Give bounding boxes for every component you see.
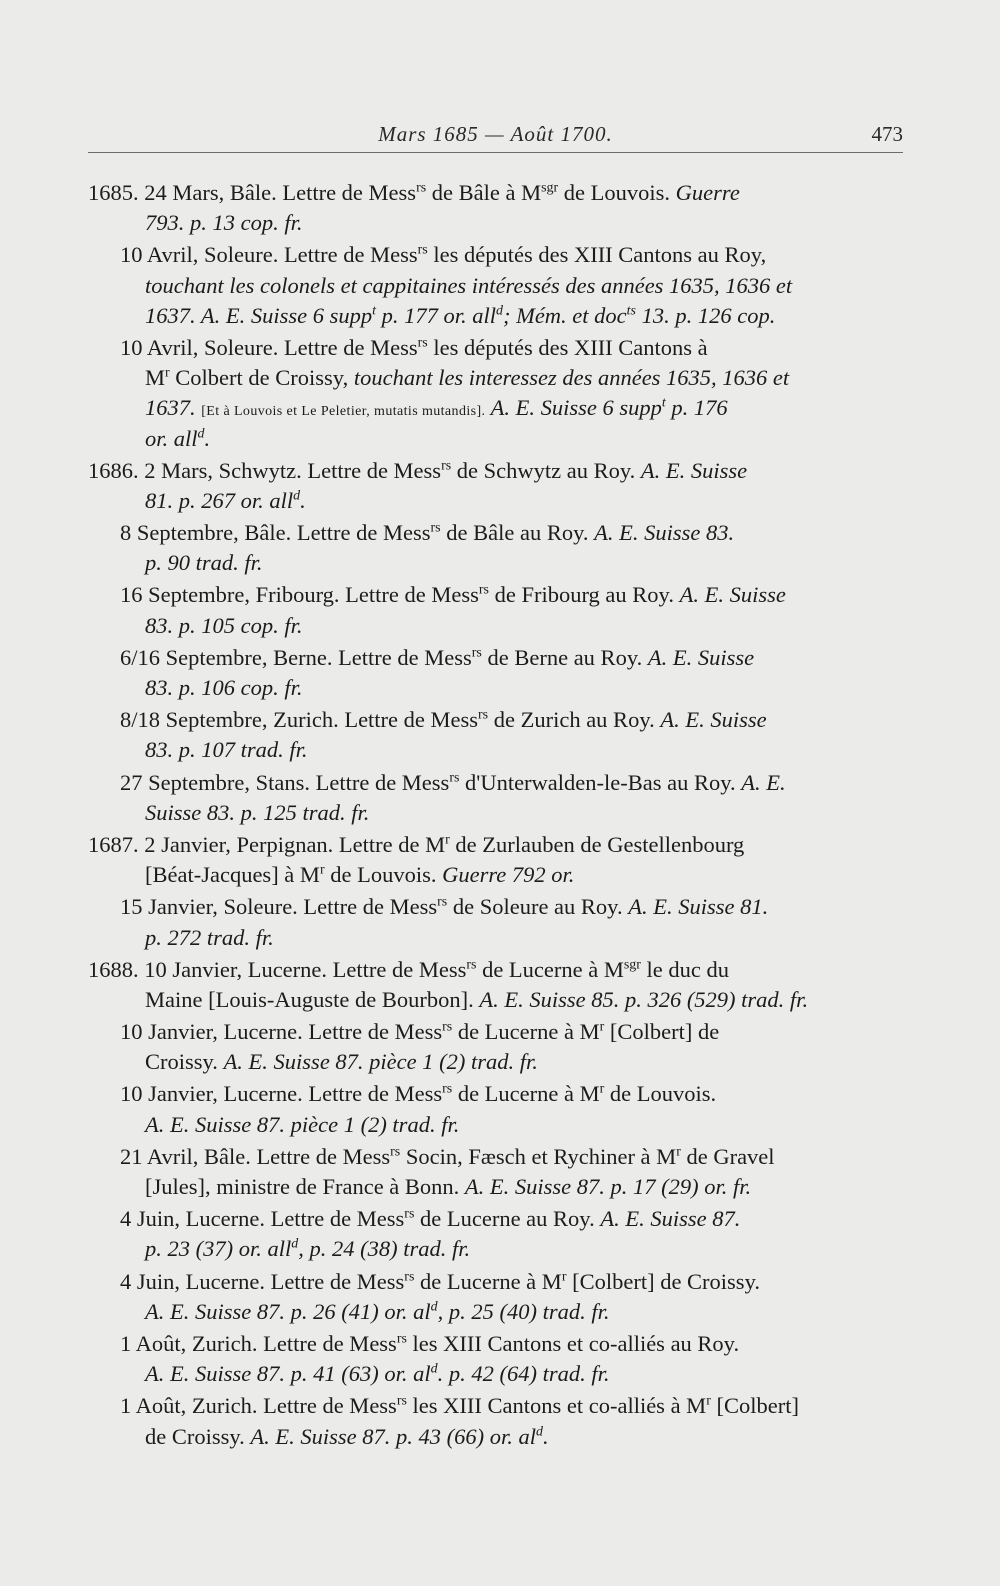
citation-text: A. E. Suisse — [679, 582, 786, 608]
citation-text: 1637. A. E. Suisse 6 supp — [145, 302, 373, 328]
entry-text: les députés des XIII Cantons au Roy, — [427, 242, 767, 268]
entry-list — [88, 178, 903, 1454]
entry-text: de Fribourg au Roy. — [488, 582, 680, 608]
page-header — [88, 118, 903, 153]
entry-text: Croissy. — [145, 1049, 224, 1075]
entry-continuation-line — [88, 208, 903, 238]
entry-first-line — [88, 1204, 903, 1234]
entry-continuation-line — [88, 1172, 903, 1202]
entry-text: 15 Janvier, Soleure. Lettre de Mess — [120, 894, 438, 920]
entry-continuation-line — [88, 1422, 903, 1452]
entry-first-line — [88, 643, 903, 673]
superscript: sgr — [623, 957, 641, 973]
citation-text: A. E. Suisse 85. p. 326 (529) trad. fr. — [479, 986, 809, 1012]
entry-first-line — [88, 1142, 903, 1172]
entry-text: de Louvois. — [324, 862, 443, 888]
entry-continuation-line — [88, 611, 903, 641]
entry-text: M — [145, 365, 166, 391]
entry-first-line — [88, 830, 903, 860]
entry-first-line — [88, 518, 903, 548]
superscript: r — [706, 1393, 711, 1409]
superscript: r — [561, 1269, 567, 1285]
entry-text: 1 Août, Zurich. Lettre de Mess — [120, 1330, 397, 1356]
entry-continuation-line — [88, 1297, 903, 1327]
entry-text: 27 Septembre, Stans. Lettre de Mess — [120, 769, 450, 795]
entry — [88, 240, 903, 331]
superscript: rs — [404, 1269, 415, 1285]
entry-continuation-line — [88, 548, 903, 578]
superscript: d — [293, 488, 301, 504]
entry-text: de Berne au Roy. — [481, 644, 648, 670]
entry-text: de Croissy. — [145, 1423, 251, 1449]
entry-text: les XIII Cantons et co-alliés à M — [406, 1393, 707, 1419]
superscript: r — [319, 862, 325, 878]
citation-text: A. E. Suisse — [660, 707, 767, 733]
superscript: d — [495, 303, 503, 319]
entry-text: de Louvois. — [558, 180, 676, 205]
citation-text: . — [204, 425, 211, 451]
entry-first-line — [88, 456, 903, 486]
citation-text: A. E. Suisse 6 supp — [485, 395, 662, 421]
superscript: rs — [478, 707, 489, 723]
superscript: r — [165, 365, 170, 381]
entry — [88, 518, 903, 578]
entry — [88, 1142, 903, 1202]
citation-text: touchant les colonels et cappitaines intéressés des années 1635, 1636 et — [145, 272, 793, 298]
citation-text: or. all — [145, 425, 198, 451]
entry-text: 8 Septembre, Bâle. Lettre de Mess — [120, 520, 431, 546]
citation-text: p. 23 (37) or. all — [145, 1236, 292, 1262]
superscript: d — [430, 1361, 438, 1377]
entry-text: [Béat-Jacques] à M — [145, 862, 320, 888]
entry — [88, 1329, 903, 1389]
entry-text: Colbert de Croissy, — [169, 365, 354, 391]
superscript: r — [676, 1144, 681, 1160]
citation-text: 81. p. 267 or. all — [145, 487, 294, 513]
entry — [88, 705, 903, 765]
citation-text: A. E. — [741, 769, 786, 795]
superscript: rs — [390, 1144, 401, 1160]
entry-text: 4 Juin, Lucerne. Lettre de Mess — [120, 1206, 405, 1232]
citation-text: 13. p. 126 cop. — [635, 302, 776, 328]
entry — [88, 892, 903, 952]
entry-text: 10 Janvier, Lucerne. Lettre de Mess — [120, 1019, 443, 1045]
citation-text: Guerre 792 or. — [442, 862, 575, 888]
superscript: sgr — [541, 180, 559, 196]
entry-year: 1688. — [88, 956, 145, 982]
entry-continuation-line — [88, 923, 903, 953]
entry — [88, 178, 903, 238]
entry — [88, 830, 903, 890]
citation-text: Suisse 83. p. 125 trad. fr. — [145, 799, 370, 825]
entry-first-line — [88, 892, 903, 922]
entry-continuation-line — [88, 486, 903, 516]
entry-text: 2 Mars, Schwytz. Lettre de Mess — [144, 457, 442, 483]
superscript: rs — [471, 645, 482, 661]
entry — [88, 768, 903, 828]
entry-continuation-line — [88, 1110, 903, 1140]
entry-continuation-line — [88, 1234, 903, 1264]
citation-text: 83. p. 105 cop. fr. — [145, 612, 303, 638]
citation-text: touchant les interessez des années 1635, 1636 et — [353, 365, 790, 391]
superscript: rs — [417, 335, 428, 351]
entry-text: [Colbert] de Croissy. — [566, 1268, 760, 1294]
entry-first-line — [88, 240, 903, 270]
citation-text: p. 90 trad. fr. — [145, 550, 263, 576]
entry-text: de Gravel — [680, 1143, 775, 1169]
citation-text: A. E. Suisse — [647, 644, 755, 670]
superscript: ts — [626, 303, 636, 319]
citation-text: , p. 24 (38) trad. fr. — [298, 1236, 471, 1262]
citation-text: , p. 25 (40) trad. fr. — [437, 1298, 610, 1324]
entry-year: 1685. — [88, 180, 145, 205]
citation-text: p. 176 — [665, 395, 728, 421]
entry-text: [Colbert] — [710, 1393, 799, 1419]
entry-text: de Lucerne à M — [414, 1268, 562, 1294]
citation-text: A. E. Suisse 81. — [628, 894, 769, 920]
entry-text: 1 Août, Zurich. Lettre de Mess — [120, 1393, 397, 1419]
entry-continuation-line — [88, 393, 903, 423]
superscript: d — [291, 1237, 299, 1253]
superscript: t — [661, 395, 666, 411]
citation-text: 1637. — [145, 395, 202, 421]
citation-text: p. 272 trad. fr. — [145, 924, 274, 950]
superscript: rs — [417, 243, 428, 259]
entry — [88, 1267, 903, 1327]
running-title: Mars 1685 — Août 1700. — [378, 122, 613, 146]
entry — [88, 456, 903, 516]
citation-text: . p. 42 (64) trad. fr. — [437, 1361, 610, 1387]
entry-continuation-line — [88, 798, 903, 828]
citation-text: A. E. Suisse 87. pièce 1 (2) trad. fr. — [145, 1111, 460, 1137]
entry-text: 16 Septembre, Fribourg. Lettre de Mess — [120, 582, 479, 608]
entry-text: de Zurlauben de Gestellenbourg — [449, 831, 745, 857]
entry-text: de Schwytz au Roy. — [451, 457, 641, 483]
superscript: rs — [449, 770, 460, 786]
entry-continuation-line — [88, 1047, 903, 1077]
entry-text: 8/18 Septembre, Zurich. Lettre de Mess — [120, 707, 479, 733]
entry-first-line — [88, 1391, 903, 1421]
citation-text: 83. p. 107 trad. fr. — [145, 737, 308, 763]
entry-continuation-line — [88, 735, 903, 765]
entry-text: Maine [Louis-Auguste de Bourbon]. — [145, 986, 480, 1012]
entry-continuation-line — [88, 985, 903, 1015]
entry-first-line — [88, 178, 903, 208]
superscript: t — [372, 303, 376, 319]
citation-text: A. E. Suisse 87. — [600, 1206, 741, 1232]
superscript: d — [430, 1299, 438, 1315]
entry-text: de Louvois. — [604, 1081, 717, 1107]
entry-first-line — [88, 580, 903, 610]
superscript: r — [599, 1019, 605, 1035]
superscript: rs — [396, 1331, 407, 1347]
entry-text: 6/16 Septembre, Berne. Lettre de Mess — [120, 644, 472, 670]
entry-continuation-line — [88, 301, 903, 331]
citation-text: Guerre — [675, 180, 740, 205]
entry-text: 21 Avril, Bâle. Lettre de Mess — [120, 1143, 391, 1169]
entry-text: d'Unterwalden-le-Bas au Roy. — [459, 769, 742, 795]
entry-continuation-line — [88, 673, 903, 703]
entry-text: 24 Mars, Bâle. Lettre de Mess — [144, 180, 417, 205]
citation-text: ; Mém. et doc — [502, 302, 627, 328]
entry-first-line — [88, 1329, 903, 1359]
citation-text: p. 177 or. all — [375, 302, 496, 328]
entry-text: [Colbert] de — [604, 1019, 720, 1045]
entry-continuation-line — [88, 860, 903, 890]
entry — [88, 1017, 903, 1077]
entry-first-line — [88, 705, 903, 735]
entry — [88, 580, 903, 640]
entry-text: Socin, Fæsch et Rychiner à M — [400, 1143, 677, 1169]
entry-continuation-line — [88, 1359, 903, 1389]
superscript: rs — [466, 957, 477, 973]
superscript: rs — [396, 1393, 407, 1409]
entry-text: le duc du — [640, 956, 730, 982]
entry — [88, 955, 903, 1015]
entry-first-line — [88, 1267, 903, 1297]
superscript: rs — [478, 583, 489, 599]
superscript: rs — [437, 894, 448, 910]
citation-text: . — [543, 1423, 549, 1449]
superscript: r — [445, 832, 450, 848]
entry-year: 1687. — [88, 831, 145, 857]
citation-text: . — [300, 487, 306, 513]
entry-continuation-line — [88, 271, 903, 301]
entry-text: de Bâle à M — [426, 180, 542, 205]
entry-first-line — [88, 1017, 903, 1047]
superscript: d — [197, 426, 205, 442]
entry-first-line — [88, 955, 903, 985]
entry-text: les députés des XIII Cantons à — [427, 334, 708, 360]
entry-text: de Lucerne à M — [452, 1019, 600, 1045]
entry-continuation-line — [88, 424, 903, 454]
entry-text: de Lucerne à M — [476, 956, 624, 982]
entry-text: de Zurich au Roy. — [488, 707, 661, 733]
superscript: rs — [404, 1206, 415, 1222]
citation-text: A. E. Suisse 87. p. 26 (41) or. al — [145, 1298, 431, 1324]
superscript: d — [536, 1424, 544, 1440]
entry-text: de Soleure au Roy. — [447, 894, 629, 920]
citation-text: A. E. Suisse 83. — [594, 520, 735, 546]
superscript: r — [599, 1082, 605, 1098]
entry — [88, 1079, 903, 1139]
entry-text: 2 Janvier, Perpignan. Lettre de M — [144, 831, 446, 857]
entry-text: 10 Avril, Soleure. Lettre de Mess — [120, 242, 418, 268]
page-number: 473 — [871, 122, 903, 146]
superscript: rs — [416, 180, 427, 196]
citation-text: 793. p. 13 cop. fr. — [145, 210, 303, 236]
entry-text: [Jules], ministre de France à Bonn. — [145, 1174, 465, 1199]
entry-text: de Lucerne à M — [452, 1081, 600, 1107]
entry-first-line — [88, 333, 903, 363]
superscript: rs — [430, 520, 441, 536]
entry-continuation-line — [88, 363, 903, 393]
citation-text: A. E. Suisse 87. p. 17 (29) or. fr. — [464, 1174, 752, 1199]
entry-text: 10 Janvier, Lucerne. Lettre de Mess — [144, 956, 467, 982]
superscript: rs — [442, 1019, 453, 1035]
entry-first-line — [88, 768, 903, 798]
editorial-note: [Et à Louvois et Le Peletier, mutatis mutandis]. — [201, 404, 486, 420]
citation-text: A. E. Suisse 87. p. 41 (63) or. al — [145, 1361, 431, 1387]
citation-text: 83. p. 106 cop. fr. — [145, 675, 303, 700]
entry — [88, 643, 903, 703]
citation-text: A. E. Suisse — [640, 457, 748, 483]
entry-text: les XIII Cantons et co-alliés au Roy. — [406, 1330, 740, 1356]
citation-text: A. E. Suisse 87. p. 43 (66) or. al — [250, 1423, 537, 1449]
entry-text: 10 Avril, Soleure. Lettre de Mess — [120, 334, 418, 360]
entry-text: de Lucerne au Roy. — [414, 1206, 601, 1232]
entry-text: de Bâle au Roy. — [440, 520, 595, 546]
entry — [88, 333, 903, 454]
entry — [88, 1204, 903, 1264]
superscript: rs — [442, 1082, 453, 1098]
entry — [88, 1391, 903, 1451]
entry-first-line — [88, 1079, 903, 1109]
superscript: rs — [441, 458, 452, 474]
entry-text: 10 Janvier, Lucerne. Lettre de Mess — [120, 1081, 443, 1107]
entry-text: 4 Juin, Lucerne. Lettre de Mess — [120, 1268, 405, 1294]
citation-text: A. E. Suisse 87. pièce 1 (2) trad. fr. — [223, 1049, 538, 1075]
entry-year: 1686. — [88, 457, 145, 483]
